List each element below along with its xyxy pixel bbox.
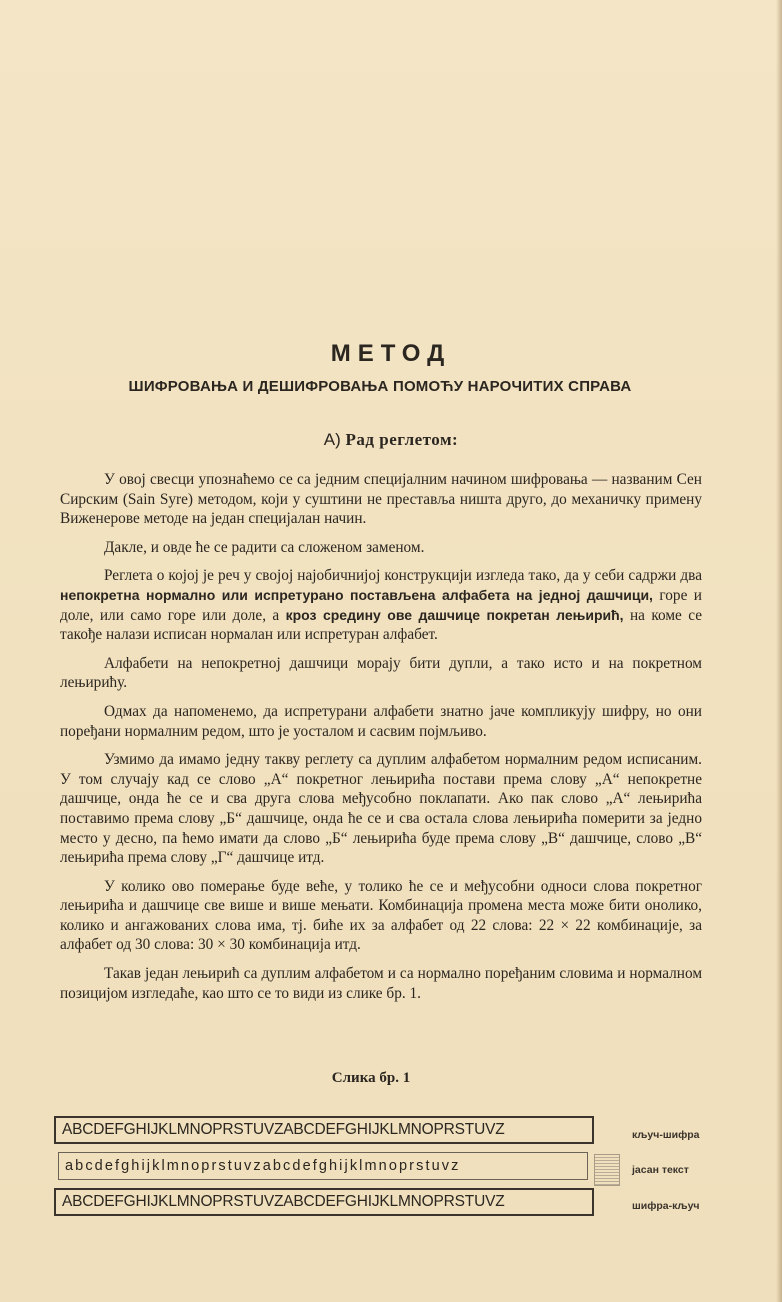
paragraph-8: Такав један лењирић са дуплим алфабетом и са нормално поређаним словима и нормалном позицијом изгледаће, као што се то види из слике бр. 1. [60, 965, 702, 1002]
label-top: кључ-шифра [632, 1129, 700, 1141]
section-title: Рад реглетом: [345, 430, 459, 449]
paragraph-6: Узмимо да имамо једну такву реглету са дуплим алфабетом нормалним редом исписаним. У том случају кад се слово „А“ покретног лењирића постави према слову „А“ непокретне дашчице, онда ће се и сва друга слова међусобно поклапати. Ако пак слово „А“ лењирића поставимо према слову „Б“ дашчице, онда ће се и сва остала слова лењирића померити за једно место у десно, па ћемо имати да слово „Б“ лењирића буде према слову „В“ дашчице, слово „В“ лењирића према слову „Г“ дашчице итд. [60, 751, 702, 867]
ruler-sliding-row: abcdefghijklmnoprstuvzabcdefghijklmnoprstuvz [58, 1152, 588, 1180]
paragraph-3-bold-b: кроз средину ове дашчице покретан лењирић, [285, 606, 624, 623]
ruler-bottom-row: ABCDEFGHIJKLMNOPRSTUVZABCDEFGHIJKLMNOPRSTUVZ [54, 1188, 594, 1216]
paragraph-7: У колико ово померање буде веће, у толико ће се и међусобни односи слова покретног лењирића и дашчице све више и више мењати. Комбинација промена места може бити онолико, колико и ангажованих слова има, тј. биће их за алфабет од 22 слова: 22 × 22 комбинације, за алфабет од 30 слова: 30 × 30 комбинација итд. [60, 877, 702, 954]
paragraph-5: Одмах да напоменемо, да испретурани алфабети знатно јаче компликују шифру, но они поређани нормалним редом, што је уосталом и сасвим појмљиво. [60, 702, 702, 740]
section-heading [0, 430, 782, 450]
cipher-ruler [54, 1116, 594, 1224]
section-prefix: А) [323, 430, 341, 449]
body-text [60, 470, 702, 1012]
paragraph-3-part-e: на коме се такође налази исписан нормалан или испретуран алфабет. [60, 606, 702, 644]
paragraph-4: Алфабети на непокретној дашчици морају бити дупли, а тако исто и на покретном лењирићу. [60, 654, 702, 692]
page-edge-shadow [776, 0, 782, 1302]
paragraph-3 [60, 566, 702, 644]
paragraph-3-part-a: Реглета о којој је реч у својој најобичнијој конструкцији изгледа тако, да у себи садржи два [104, 567, 702, 585]
page-subtitle: ШИФРОВАЊА И ДЕШИФРОВАЊА ПОМОЋУ НАРОЧИТИХ СПРАВА [128, 378, 632, 395]
ruler-handle-hatch [594, 1154, 620, 1186]
paragraph-1: У овој свесци упознаћемо се са једним специјалним начином шифровања — названим Сен Сирским (Sain Syre) методом, који у суштини не преставља ништа друго, до механичку примену Виженерове методе на један специјалан начин. [60, 471, 702, 528]
paragraph-3-bold-a: непокретна нормално или испретурано постављена алфабета на једној дашчици, [60, 586, 653, 603]
ruler-top-row: ABCDEFGHIJKLMNOPRSTUVZABCDEFGHIJKLMNOPRSTUVZ [54, 1116, 594, 1144]
figure-caption: Слика бр. 1 [331, 1070, 411, 1086]
label-middle: јасан текст [632, 1164, 689, 1176]
paragraph-2: Дакле, и овде ће се радити са сложеном заменом. [104, 538, 425, 556]
paragraph-3-part-c: горе и доле, или само горе или доле, а [60, 586, 702, 624]
label-bottom: шифра-кључ [632, 1200, 700, 1212]
page-title: МЕТОД [330, 340, 452, 367]
